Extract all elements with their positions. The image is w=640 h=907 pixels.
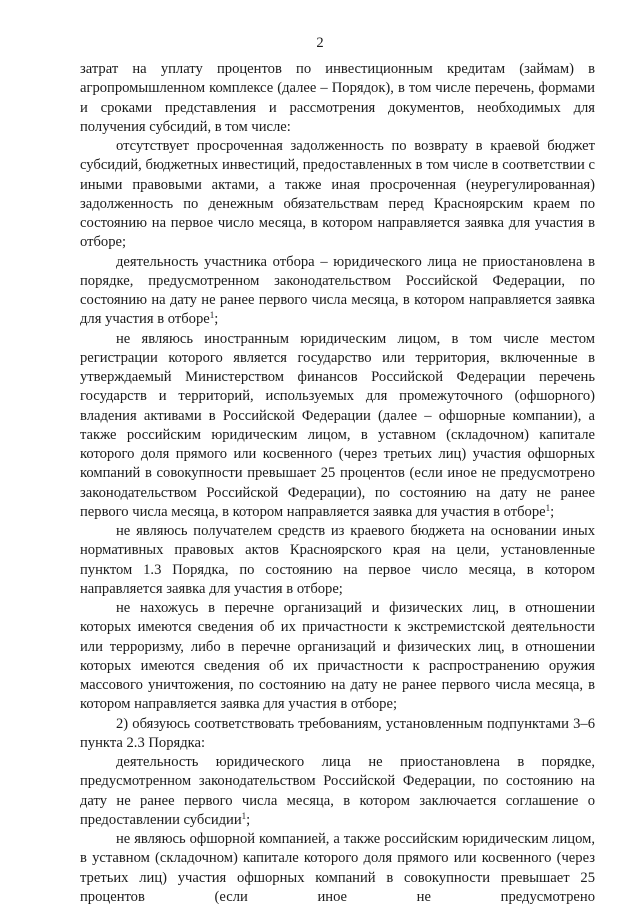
paragraph-activity-not-suspended: деятельность юридического лица не приостановлена в порядке, предусмотренном законодательством Российской Федерации, по состоянию на дату не ранее первого числа месяца, в котором заключается соглашение о предоставлении субсидии$^1$; [80,754,595,828]
page-number: 2 [316,35,324,51]
paragraph-not-offshore: не являюсь офшорной компанией, а также российским юридическим лицом, в уставном (складочном) капитале которого доля прямого или косвенного (через третьих лиц) участия офшорных компаний в совокупности превышает 25 процентов (если иное не предусмотрено [80,831,595,905]
paragraph-not-in-list: не нахожусь в перечне организаций и физических лиц, в отношении которых имеются сведения об их причастности к экстремистской деятельности или терроризму, либо в перечне организаций и физических лиц, в отношении которых имеются сведения об их причастности к распространению оружия массового уничтожения, по состоянию на дату не ранее первого числа месяца, в котором направляется заявка для участия в отборе; [80,600,595,713]
footnote-marker: 1 [209,310,215,321]
paragraph-not-suspended: деятельность участника отбора – юридического лица не приостановлена в порядке, предусмотренном законодательством Российской Федерации, по состоянию на дату не ранее первого числа месяца, в котором направляется заявка для участия в отборе$^1$; [80,253,595,328]
paragraph-intro: затрат на уплату процентов по инвестиционным кредитам (займам) в агропромышленном комплексе (далее – Порядок), в том числе перечень, формами и сроками представления и рассмотрения документов, необходимых для получения субсидий, в том числе: [80,61,595,135]
paragraph-no-debt: отсутствует просроченная задолженность по возврату в краевой бюджет субсидий, бюджетных инвестиций, предоставленных в том числе в соответствии с иными правовыми актами, а также иная просроченная (неурегулированная) задолженность по денежным обязательствам перед Красноярским краем по состоянию на первое число месяца, в котором направляется заявка для участия в отборе; [80,138,595,251]
paragraph-not-foreign: не являюсь иностранным юридическим лицом, в том числе местом регистрации которого является государство или территория, включенные в утверждаемый Министерством финансов Российской Федерации перечень государств и территорий, используемых для промежуточного (офшорного) владения активами в Российской Федерации (далее – офшорные компании), а также российским юридическим лицом, в уставном (складочном) капитале которого доля прямого или косвенного (через третьих лиц) участия офшорных компаний в совокупности превышает 25 процентов (если иное не предусмотрено законодательством Российской Федерации), по состоянию на дату не ранее первого числа месяца, в котором направляется заявка для участия в отборе$^1$; [80,330,595,520]
paragraph-obligation: 2) обязуюсь соответствовать требованиям, установленным подпунктами 3–6 пункта 2.3 Порядка: [80,715,595,751]
footnote-marker: 1 [241,810,247,821]
paragraph-not-recipient: не являюсь получателем средств из краевого бюджета на основании иных нормативных правовых актов Красноярского края на цели, установленные пунктом 1.3 Порядка, по состоянию на первое число месяца, в котором направляется заявка для участия в отборе; [80,523,595,597]
footnote-marker: 1 [545,502,551,513]
document-body [80,60,595,907]
